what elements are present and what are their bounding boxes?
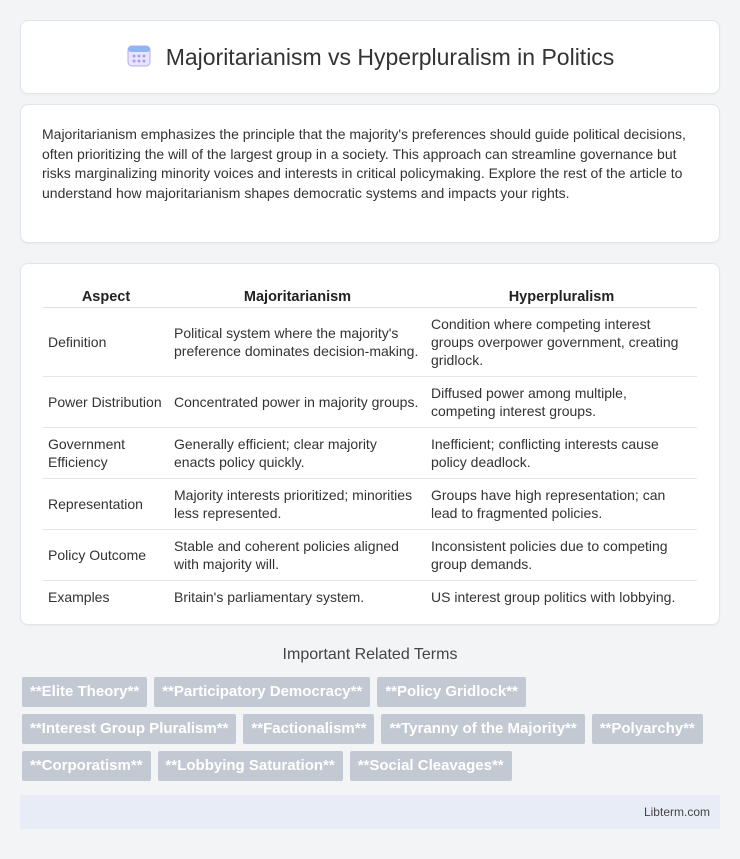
related-term-tag[interactable]: **Participatory Democracy** (154, 677, 370, 707)
cell-hyperpluralism: Inefficient; conflicting interests cause policy deadlock. (426, 428, 697, 479)
related-term-tag[interactable]: **Tyranny of the Majority** (381, 714, 584, 744)
related-terms-list (22, 677, 722, 788)
table-row (43, 428, 697, 479)
table-row (43, 308, 697, 377)
cell-aspect: Representation (43, 479, 169, 530)
table-row (43, 530, 697, 581)
header-aspect: Aspect (43, 284, 169, 308)
cell-aspect: Examples (48, 589, 110, 605)
cell-majoritarianism: Generally efficient; clear majority enacts policy quickly. (169, 428, 426, 479)
footer (20, 795, 720, 829)
related-term-tag[interactable]: **Elite Theory** (22, 677, 147, 707)
related-term-tag[interactable]: **Interest Group Pluralism** (22, 714, 236, 744)
related-terms-heading: Important Related Terms (282, 646, 458, 663)
cell-aspect: Definition (43, 308, 169, 377)
table-row (43, 377, 697, 428)
related-term-tag[interactable]: **Corporatism** (22, 751, 151, 781)
table-row (43, 581, 697, 614)
related-term-tag[interactable]: **Policy Gridlock** (377, 677, 526, 707)
table-header-row (43, 284, 697, 308)
page-title: Majoritarianism vs Hyperpluralism in Politics (165, 43, 615, 70)
table-row (43, 479, 697, 530)
comparison-table-card (20, 263, 720, 625)
intro-card (20, 104, 720, 243)
cell-hyperpluralism: US interest group politics with lobbying. (431, 589, 676, 605)
intro-text: Majoritarianism emphasizes the principle that the majority's preferences should guide political decisions, often prioritizing the will of the largest group in a society. This approach can streamline governance but risks marginalizing minority voices and interests in critical policymaking. Explore the rest of the article to understand how majoritarianism shapes democratic systems and impacts your rights. (42, 126, 686, 201)
cell-majoritarianism: Britain's parliamentary system. (174, 589, 365, 605)
cell-aspect: Policy Outcome (43, 530, 169, 581)
cell-aspect: Power Distribution (43, 377, 169, 428)
calendar-icon (126, 42, 152, 73)
footer-site-link[interactable]: Libterm.com (643, 805, 710, 819)
cell-majoritarianism: Political system where the majority's preference dominates decision-making. (169, 308, 426, 377)
cell-hyperpluralism: Groups have high representation; can lead to fragmented policies. (426, 479, 697, 530)
cell-aspect: Government Efficiency (43, 428, 169, 479)
title-card (20, 20, 720, 94)
cell-hyperpluralism: Diffused power among multiple, competing interest groups. (426, 377, 697, 428)
header-hyperpluralism: Hyperpluralism (426, 284, 697, 308)
cell-majoritarianism: Majority interests prioritized; minorities less represented. (169, 479, 426, 530)
related-term-tag[interactable]: **Polyarchy** (592, 714, 703, 744)
comparison-table (43, 284, 697, 613)
cell-majoritarianism: Concentrated power in majority groups. (169, 377, 426, 428)
related-term-tag[interactable]: **Factionalism** (243, 714, 374, 744)
related-term-tag[interactable]: **Lobbying Saturation** (158, 751, 343, 781)
cell-hyperpluralism: Inconsistent policies due to competing group demands. (426, 530, 697, 581)
cell-hyperpluralism: Condition where competing interest groups overpower government, creating gridlock. (426, 308, 697, 377)
header-majoritarianism: Majoritarianism (169, 284, 426, 308)
cell-majoritarianism: Stable and coherent policies aligned with majority will. (169, 530, 426, 581)
related-term-tag[interactable]: **Social Cleavages** (350, 751, 512, 781)
